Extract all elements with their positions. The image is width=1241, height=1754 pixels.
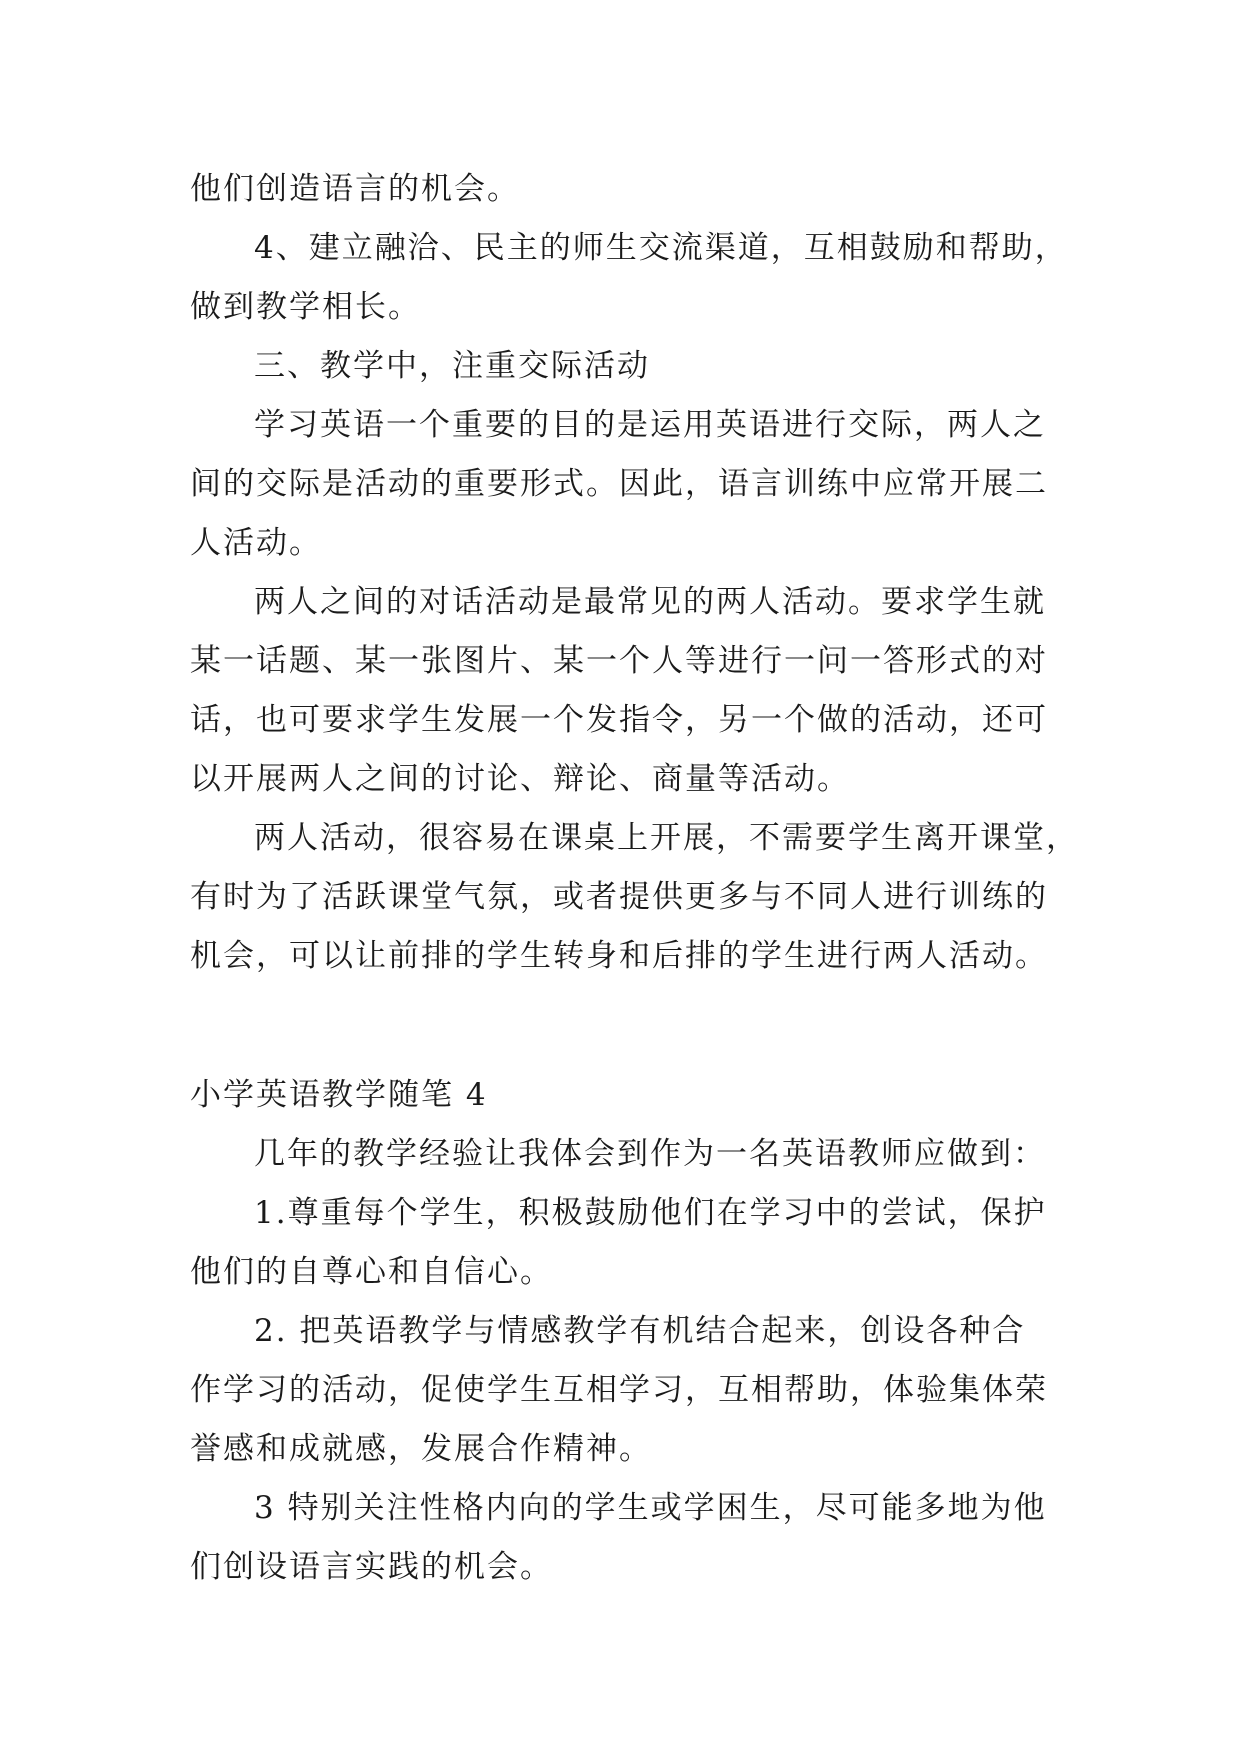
paragraph-intro: [190, 1125, 1070, 1184]
text-line: 机会，可以让前排的学生转身和后排的学生进行两人活动。: [190, 938, 1048, 974]
paragraph-continuation: [190, 160, 1070, 219]
text-line: 两人之间的对话活动是最常见的两人活动。要求学生就: [254, 584, 1046, 620]
subheading-text: 三、教学中，注重交际活动: [254, 348, 650, 384]
subheading-three: [190, 337, 1070, 396]
paragraph-point-2: [190, 1302, 1070, 1479]
text-line: 誉感和成就感，发展合作精神。: [190, 1431, 652, 1467]
text-line: 1.尊重每个学生，积极鼓励他们在学习中的尝试，保护: [254, 1195, 1047, 1231]
text-line: 以开展两人之间的讨论、辩论、商量等活动。: [190, 761, 850, 797]
text-line: 作学习的活动，促使学生互相学习，互相帮助，体验集体荣: [190, 1372, 1048, 1408]
text-line: 间的交际是活动的重要形式。因此，语言训练中应常开展二: [190, 466, 1048, 502]
text-line: 几年的教学经验让我体会到作为一名英语教师应做到：: [254, 1136, 1046, 1172]
paragraph-point-3: [190, 1479, 1070, 1597]
paragraph-pair-activity: [190, 809, 1079, 986]
text-line: 某一话题、某一张图片、某一个人等进行一问一答形式的对: [190, 643, 1048, 679]
text-line: 做到教学相长。: [190, 289, 421, 325]
text-line: 话，也可要求学生发展一个发指令，另一个做的活动，还可: [190, 702, 1048, 738]
paragraph-item-4: [190, 219, 1070, 337]
section-spacer: [190, 986, 1070, 1066]
paragraph-communication: [190, 396, 1070, 573]
text-line: 他们的自尊心和自信心。: [190, 1254, 553, 1290]
text-line: 人活动。: [190, 525, 322, 561]
section-title: 小学英语教学随笔 4: [190, 1077, 488, 1113]
text-line: 2. 把英语教学与情感教学有机结合起来，创设各种合: [254, 1313, 1026, 1349]
paragraph-dialogue: [190, 573, 1070, 809]
document-page: [190, 160, 1079, 1597]
text-line: 们创设语言实践的机会。: [190, 1549, 553, 1585]
text-line: 4、建立融洽、民主的师生交流渠道，互相鼓励和帮助，: [254, 230, 1068, 266]
text-line: 3 特别关注性格内向的学生或学困生，尽可能多地为他: [254, 1490, 1047, 1526]
text-line: 有时为了活跃课堂气氛，或者提供更多与不同人进行训练的: [190, 879, 1048, 915]
text-line: 他们创造语言的机会。: [190, 171, 520, 207]
paragraph-point-1: [190, 1184, 1070, 1302]
text-line: 学习英语一个重要的目的是运用英语进行交际，两人之: [254, 407, 1046, 443]
text-line: 两人活动，很容易在课桌上开展，不需要学生离开课堂，: [254, 820, 1079, 856]
